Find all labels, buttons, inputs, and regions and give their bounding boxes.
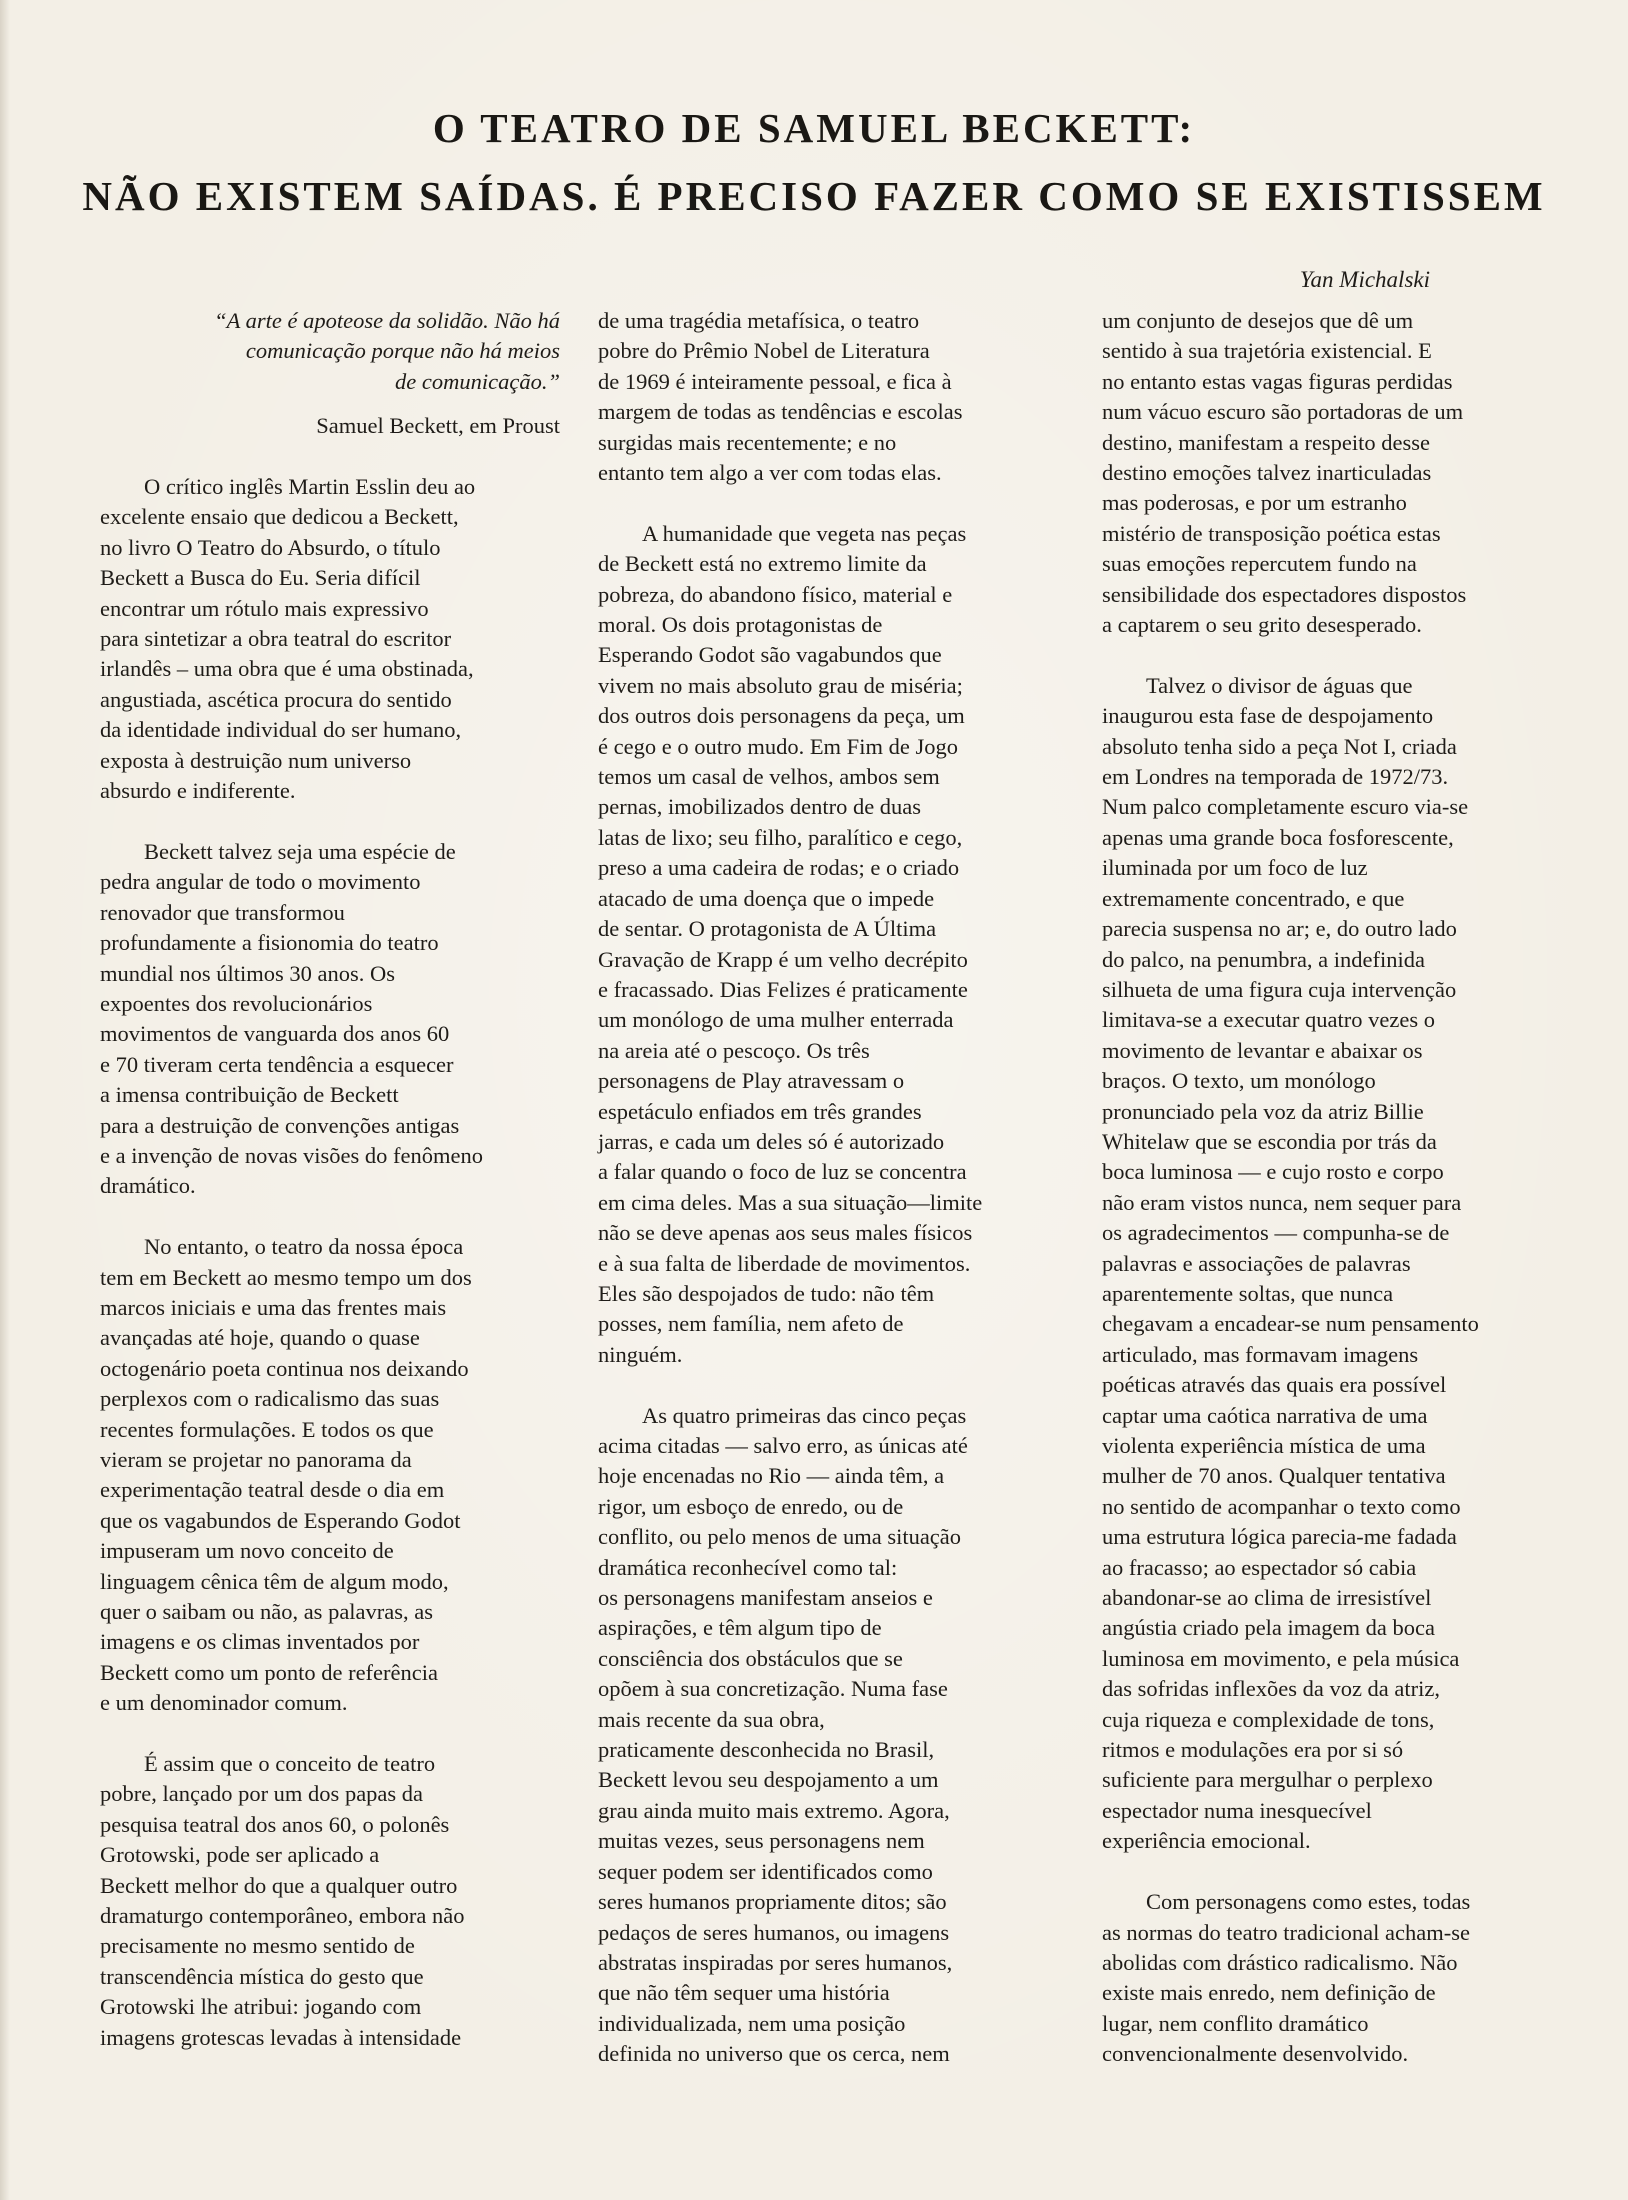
body-paragraph: As quatro primeiras das cinco peças acima citadas — salvo erro, as únicas até hoje encenadas no Rio — ainda têm, a rigor, um esboço de enredo, ou de conflito, ou pelo menos de uma situação dramática reconhecível como tal: os personagens manifestam anseios e aspirações, e têm algum tipo de consciência dos obstáculos que se opõem à sua concretização. Numa fase mais recente da sua obra, praticamente desconhecida no Brasil, Beckett levou seu despojamento a um grau ainda muito mais extremo. Agora, muitas vezes, seus personagens nem sequer podem ser identificados como seres humanos propriamente ditos; são pedaços de seres humanos, ou imagens abstratas inspiradas por seres humanos, que não têm sequer uma história individualizada, nem uma posição definida no universo que os cerca, nem [598,1402,968,2067]
page-edge-shadow [0,0,10,2200]
body-paragraph: No entanto, o teatro da nossa época tem em Beckett ao mesmo tempo um dos marcos iniciais e uma das frentes mais avançadas até hoje, quando o quase octogenário poeta continua nos deixando perplexos com o radicalismo das suas recentes formulações. E todos os que vieram se projetar no panorama da experimentação teatral desde o dia em que os vagabundos de Esperando Godot impuseram um novo conceito de linguagem cênica têm de algum modo, quer o saibam ou não, as palavras, as imagens e os climas inventados por Beckett como um ponto de referência e um denominador comum. [100,1234,472,1716]
article-column-2 [598,306,1050,2070]
body-paragraph: Beckett talvez seja uma espécie de pedra angular de todo o movimento renovador que transformou profundamente a fisionomia do teatro mundial nos últimos 30 anos. Os expoentes dos revolucionários movimentos de vanguarda dos anos 60 e 70 tiveram certa tendência a esquecer a imensa contribuição de Beckett para a destruição de convenções antigas e a invenção de novas visões do fenômeno dramático. [100,838,484,1199]
article-title-line-1: O TEATRO DE SAMUEL BECKETT: [432,105,1196,151]
body-paragraph: Com personagens como estes, todas as normas do teatro tradicional acham-se abolidas com drástico radicalismo. Não existe mais enredo, nem definição de lugar, nem conflito dramático convencionalmente desenvolvido. [1102,1889,1471,2067]
body-paragraph: A humanidade que vegeta nas peças de Beckett está no extremo limite da pobreza, do abandono físico, material e moral. Os dois protagonistas de Esperando Godot são vagabundos que vivem no mais absoluto grau de miséria; dos outros dois personagens da peça, um é cego e o outro mudo. Em Fim de Jogo temos um casal de velhos, ambos sem pernas, imobilizados dentro de duas latas de lixo; seu filho, paralítico e cego, preso a uma cadeira de rodas; e o criado atacado de uma doença que o impede de sentar. O protagonista de A Última Gravação de Krapp é um velho decrépito e fracassado. Dias Felizes é praticamente um monólogo de uma mulher enterrada na areia até o pescoço. Os três personagens de Play atravessam o espetáculo enfiados em três grandes jarras, e cada um deles só é autorizado a falar quando o foco de luz se concentra em cima deles. Mas a sua situação—limite não se deve apenas aos seus males físicos e à sua falta de liberdade de movimentos. Eles são despojados de tudo: não têm posses, nem família, nem afeto de ninguém. [598,520,983,1367]
article-title-line-2: NÃO EXISTEM SAÍDAS. É PRECISO FAZER COMO SE EXISTISSEM [82,173,1546,219]
article-author: Yan Michalski [1299,267,1430,292]
body-paragraph: O crítico inglês Martin Esslin deu ao excelente ensaio que dedicou a Beckett, no livro O Teatro do Absurdo, o título Beckett a Busca do Eu. Seria difícil encontrar um rótulo mais expressivo para sintetizar a obra teatral do escritor irlandês – uma obra que é uma obstinada, angustiada, ascética procura do sentido da identidade individual do ser humano, exposta à destruição num universo absurdo e indiferente. [100,474,476,804]
body-paragraph: É assim que o conceito de teatro pobre, lançado por um dos papas da pesquisa teatral dos anos 60, o polonês Grotowski, pode ser aplicado a Beckett melhor do que a qualquer outro dramaturgo contemporâneo, embora não precisamente no mesmo sentido de transcendência mística do gesto que Grotowski lhe atribui: jogando com imagens grotescas levadas à intensidade [100,1751,465,2050]
epigraph-quote: “A arte é apoteose da solidão. Não há comunicação porque não há meios de comunicação.” [214,308,560,394]
article-column-1 [100,306,560,2053]
body-paragraph: de uma tragédia metafísica, o teatro pobre do Prêmio Nobel de Literatura de 1969 é inteiramente pessoal, e fica à margem de todas as tendências e escolas surgidas mais recentemente; e no entanto tem algo a ver com todas elas. [598,308,963,486]
body-paragraph: um conjunto de desejos que dê um sentido à sua trajetória existencial. E no entanto estas vagas figuras perdidas num vácuo escuro são portadoras de um destino, manifestam a respeito desse destino emoções talvez inarticuladas mas poderosas, e por um estranho mistério de transposição poética estas suas emoções repercutem fundo na sensibilidade dos espectadores dispostos a captarem o seu grito desesperado. [1102,308,1467,638]
article-column-3 [1102,306,1558,2070]
body-paragraph: Talvez o divisor de águas que inaugurou esta fase de despojamento absoluto tenha sido a peça Not I, criada em Londres na temporada de 1972/73. Num palco completamente escuro via-se apenas uma grande boca fosforescente, iluminada por um foco de luz extremamente concentrado, e que parecia suspensa no ar; e, do outro lado do palco, na penumbra, a indefinida silhueta de uma figura cuja intervenção limitava-se a executar quatro vezes o movimento de levantar e abaixar os braços. O texto, um monólogo pronunciado pela voz da atriz Billie Whitelaw que se escondia por trás da boca luminosa — e cujo rosto e corpo não eram vistos nunca, nem sequer para os agradecimentos — compunha-se de palavras e associações de palavras aparentemente soltas, que nunca chegavam a encadear-se num pensamento articulado, mas formavam imagens poéticas através das quais era possível captar uma caótica narrativa de uma violenta experiência mística de uma mulher de 70 anos. Qualquer tentativa no sentido de acompanhar o texto como uma estrutura lógica parecia-me fadada ao fracasso; ao espectador só cabia abandonar-se ao clima de irresistível angústia criado pela imagem da boca luminosa em movimento, e pela música das sofridas inflexões da voz da atriz, cuja riqueza e complexidade de tons, ritmos e modulações era por si só suficiente para mergulhar o perplexo espectador numa inesquecível experiência emocional. [1102,672,1479,1854]
epigraph-attribution: Samuel Beckett, em Proust [316,413,560,439]
